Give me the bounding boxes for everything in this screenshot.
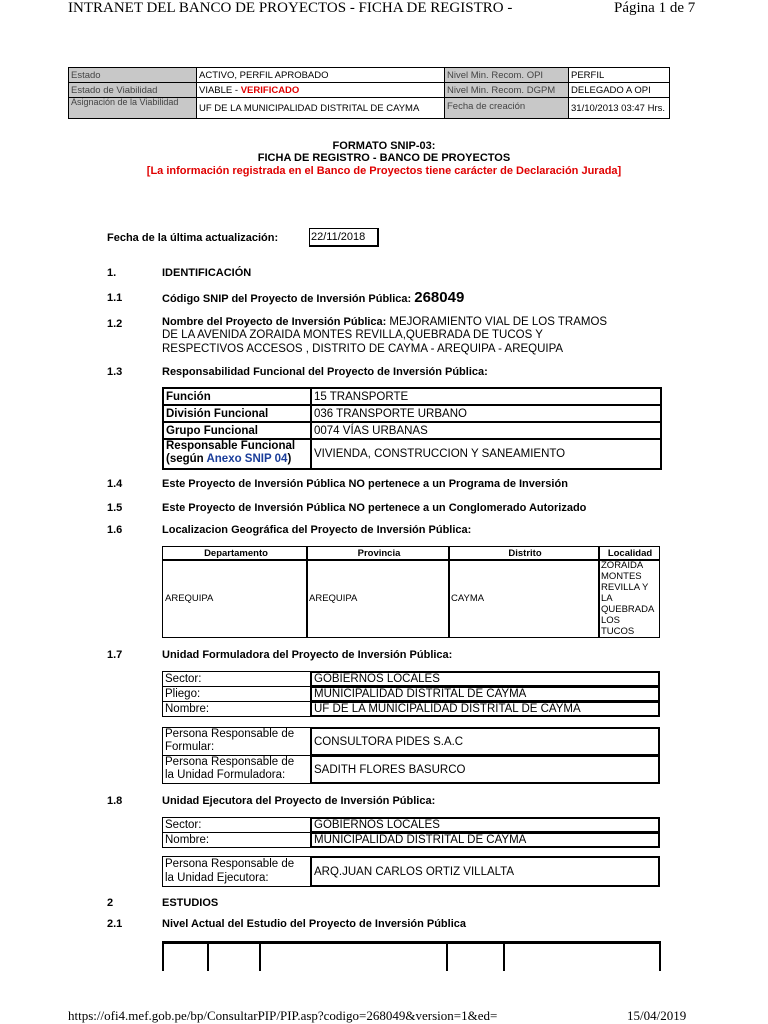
- section-1-title: IDENTIFICACIÓN: [162, 267, 252, 279]
- resp-label-line2: [166, 453, 310, 466]
- study-table-divider: [207, 941, 209, 971]
- ue-responsable-label-line1: Persona Responsable de: [165, 858, 295, 870]
- project-name-part1: MEJORAMIENTO VIAL DE LOS TRAMOS: [389, 316, 608, 328]
- section-2-1-number: 2.1: [107, 918, 123, 930]
- uf-formular-label-line2: Formular:: [165, 741, 215, 753]
- estado-value: ACTIVO, PERFIL APROBADO: [196, 67, 445, 83]
- resp-label-prefix: (según: [166, 453, 207, 465]
- verified-flag: VERIFICADO: [240, 85, 300, 96]
- last-update-value: 22/11/2018: [309, 228, 379, 247]
- uf-pliego-label: Pliego:: [162, 686, 312, 702]
- localidad-line: MONTES: [601, 571, 642, 582]
- location-distrito: CAYMA: [448, 559, 600, 638]
- nivel-opi-label: Nivel Min. Recom. OPI: [444, 67, 569, 83]
- location-header-localidad: Localidad: [598, 546, 660, 561]
- resp-label-suffix: ): [287, 453, 292, 465]
- uf-sector-value: GOBIERNOS LOCALES: [310, 671, 660, 687]
- fecha-creacion-label: Fecha de creación: [444, 97, 569, 119]
- viabilidad-label: Estado de Viabilidad: [68, 82, 197, 98]
- location-header-departamento: Departamento: [162, 546, 308, 561]
- funcion-label: Función: [162, 387, 312, 406]
- section-1-8-number: 1.8: [107, 795, 123, 807]
- location-provincia: AREQUIPA: [306, 559, 450, 638]
- nivel-dgpm-label: Nivel Min. Recom. DGPM: [444, 82, 569, 98]
- anexo-snip-04-link[interactable]: Anexo SNIP 04: [206, 453, 288, 465]
- funcion-value: 15 TRANSPORTE: [310, 387, 662, 406]
- page-url: https://ofi4.mef.gob.pe/bp/ConsultarPIP/PIP.asp?codigo=268049&version=1&ed=: [68, 1008, 498, 1023]
- section-1-2-number: 1.2: [107, 318, 123, 330]
- viabilidad-value: [196, 82, 445, 98]
- division-value: 036 TRANSPORTE URBANO: [310, 404, 662, 423]
- study-table-divider: [446, 941, 448, 971]
- location-header-provincia: Provincia: [306, 546, 450, 561]
- section-1-number: 1.: [107, 267, 117, 279]
- project-name-line2: DE LA AVENIDA ZORAIDA MONTES REVILLA,QUEBRADA DE TUCOS Y: [162, 329, 543, 341]
- section-1-3-title: Responsabilidad Funcional del Proyecto de Inversión Pública:: [162, 366, 488, 378]
- grupo-value: 0074 VÍAS URBANAS: [310, 421, 662, 440]
- grupo-label: Grupo Funcional: [162, 421, 312, 440]
- localidad-line: QUEBRADA: [601, 604, 655, 615]
- uf-responsable-label: [162, 755, 312, 784]
- print-date: 15/04/2019: [627, 1008, 687, 1023]
- ue-nombre-label: Nombre:: [162, 832, 312, 848]
- format-code: FORMATO SNIP-03:: [332, 140, 436, 152]
- responsable-funcional-value: VIVIENDA, CONSTRUCCION Y SANEAMIENTO: [310, 438, 662, 470]
- localidad-line: LA: [601, 593, 613, 604]
- section-1-3-number: 1.3: [107, 366, 123, 378]
- estado-label: Estado: [68, 67, 197, 83]
- project-name-label: Nombre del Proyecto de Inversión Pública:: [162, 316, 390, 328]
- section-1-5-number: 1.5: [107, 502, 123, 514]
- uf-nombre-value: UF DE LA MUNICIPALIDAD DISTRITAL DE CAYMA: [310, 701, 660, 717]
- viabilidad-text: VIABLE -: [199, 85, 241, 96]
- format-title: FICHA DE REGISTRO - BANCO DE PROYECTOS: [257, 152, 511, 164]
- section-1-4-text: Este Proyecto de Inversión Pública NO pertenece a un Programa de Inversión: [162, 478, 568, 490]
- study-table-divider: [503, 941, 505, 971]
- study-table-divider: [659, 941, 661, 971]
- section-1-6-title: Localizacion Geográfica del Proyecto de Inversión Pública:: [162, 524, 472, 536]
- location-departamento: AREQUIPA: [162, 559, 308, 638]
- localidad-line: TUCOS: [601, 626, 635, 637]
- localidad-line: ZORAIDA: [601, 560, 644, 571]
- asignacion-label: Asignación de la Viabilidad: [68, 97, 197, 119]
- section-1-1-number: 1.1: [107, 292, 123, 304]
- project-name-line1: [162, 316, 607, 328]
- section-1-5-text: Este Proyecto de Inversión Pública NO pertenece a un Conglomerado Autorizado: [162, 502, 587, 514]
- section-2-number: 2: [107, 897, 114, 909]
- uf-formular-value: CONSULTORA PIDES S.A.C: [310, 727, 660, 756]
- uf-nombre-label: Nombre:: [162, 701, 312, 717]
- nivel-dgpm-value: DELEGADO A OPI: [568, 82, 670, 98]
- snip-code-line: [162, 289, 464, 307]
- snip-code: 268049: [414, 289, 465, 306]
- section-1-7-number: 1.7: [107, 649, 123, 661]
- section-1-4-number: 1.4: [107, 478, 123, 490]
- uf-sector-label: Sector:: [162, 671, 312, 687]
- fecha-creacion-value: 31/10/2013 03:47 Hrs.: [568, 97, 670, 119]
- uf-responsable-label-line1: Persona Responsable de: [165, 756, 295, 768]
- uf-formular-label: [162, 727, 312, 756]
- page-number: Página 1 de 7: [614, 0, 696, 16]
- localidad-line: REVILLA Y: [601, 582, 649, 593]
- localidad-line: LOS: [601, 615, 621, 626]
- document-header-title: INTRANET DEL BANCO DE PROYECTOS - FICHA DE REGISTRO -: [68, 0, 513, 16]
- ue-sector-label: Sector:: [162, 817, 312, 833]
- uf-responsable-value: SADITH FLORES BASURCO: [310, 755, 660, 784]
- ue-responsable-value: ARQ.JUAN CARLOS ORTIZ VILLALTA: [310, 856, 660, 887]
- section-1-6-number: 1.6: [107, 524, 123, 536]
- division-label: División Funcional: [162, 404, 312, 423]
- ue-responsable-label: [162, 856, 312, 887]
- resp-label-line1: Responsable Funcional: [166, 440, 296, 452]
- location-header-distrito: Distrito: [448, 546, 600, 561]
- asignacion-value: UF DE LA MUNICIPALIDAD DISTRITAL DE CAYMA: [196, 97, 445, 119]
- responsable-funcional-label: [162, 438, 312, 470]
- last-update-label: Fecha de la última actualización:: [107, 232, 279, 244]
- uf-responsable-label-line2: la Unidad Formuladora:: [165, 769, 286, 781]
- ue-nombre-value: MUNICIPALIDAD DISTRITAL DE CAYMA: [310, 832, 660, 848]
- section-2-1-title: Nivel Actual del Estudio del Proyecto de Inversión Pública: [162, 918, 467, 930]
- section-1-8-title: Unidad Ejecutora del Proyecto de Inversión Pública:: [162, 795, 436, 807]
- section-2-title: ESTUDIOS: [162, 897, 219, 909]
- project-name-line3: RESPECTIVOS ACCESOS , DISTRITO DE CAYMA - AREQUIPA - AREQUIPA: [162, 343, 564, 355]
- section-1-7-title: Unidad Formuladora del Proyecto de Inversión Pública:: [162, 649, 453, 661]
- study-table-top-border: [162, 941, 661, 944]
- snip-code-label: Código SNIP del Proyecto de Inversión Pública:: [162, 293, 415, 305]
- study-table-divider: [162, 941, 164, 971]
- location-localidad: [598, 559, 660, 638]
- study-table-divider: [259, 941, 261, 971]
- ue-responsable-label-line2: la Unidad Ejecutora:: [165, 872, 269, 884]
- ue-sector-value: GOBIERNOS LOCALES: [310, 817, 660, 833]
- nivel-opi-value: PERFIL: [568, 67, 670, 83]
- uf-pliego-value: MUNICIPALIDAD DISTRITAL DE CAYMA: [310, 686, 660, 702]
- sworn-statement-notice: [La información registrada en el Banco de Proyectos tiene carácter de Declaración Jurada]: [146, 165, 622, 177]
- uf-formular-label-line1: Persona Responsable de: [165, 728, 295, 740]
